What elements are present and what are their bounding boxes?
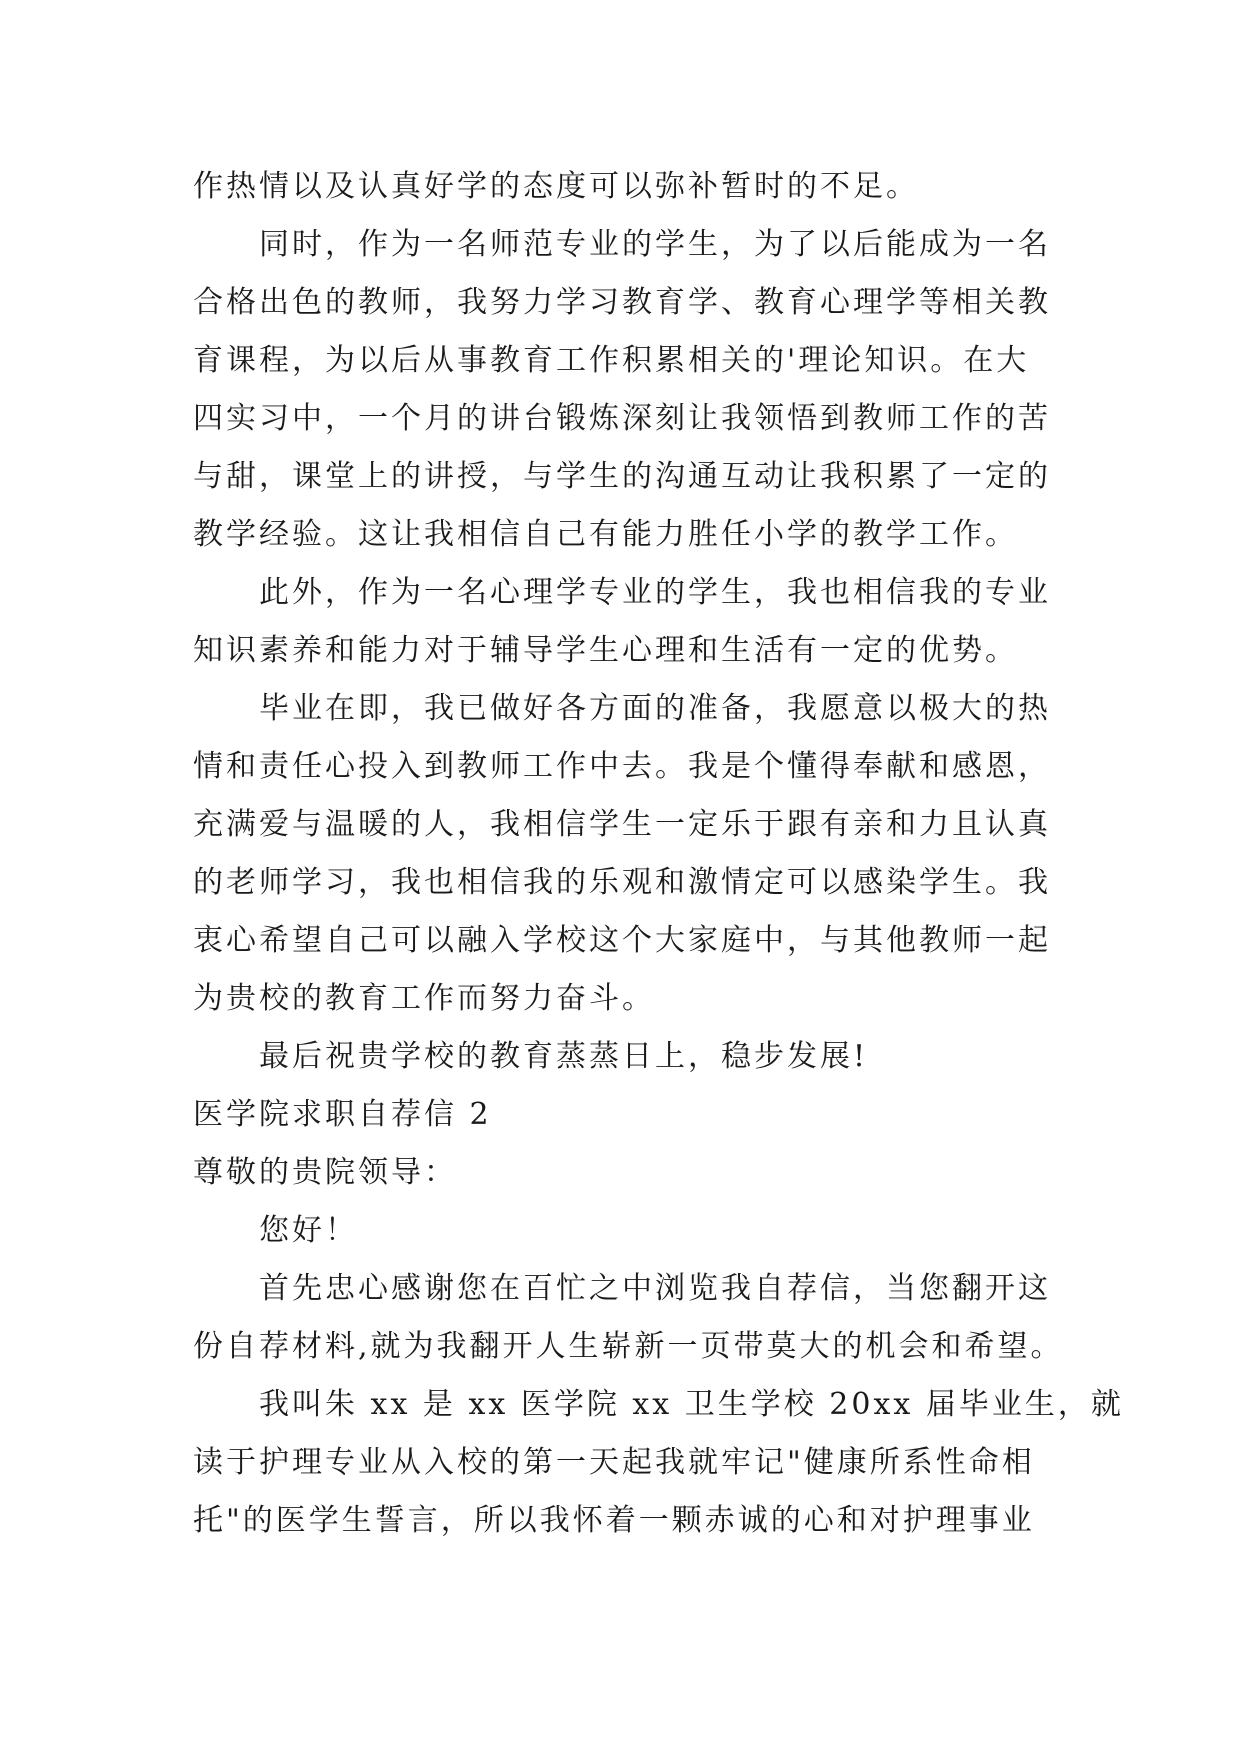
paragraph-line: 我叫朱 xx 是 xx 医学院 xx 卫生学校 20xx 届毕业生，就 bbox=[259, 1387, 1124, 1422]
paragraph-line: 衷心希望自己可以融入学校这个大家庭中，与其他教师一起 bbox=[193, 923, 1051, 958]
paragraph-line: 托"的医学生誓言，所以我怀着一颗赤诚的心和对护理事业 bbox=[193, 1503, 1035, 1538]
paragraph-line: 此外，作为一名心理学专业的学生，我也相信我的专业 bbox=[259, 575, 1051, 610]
paragraph-line: 毕业在即，我已做好各方面的准备，我愿意以极大的热 bbox=[259, 691, 1051, 726]
paragraph-line: 作热情以及认真好学的态度可以弥补暂时的不足。 bbox=[193, 169, 919, 204]
paragraph-line: 最后祝贵学校的教育蒸蒸日上，稳步发展! bbox=[259, 1039, 869, 1074]
paragraph-line: 四实习中，一个月的讲台锻炼深刻让我领悟到教师工作的苦 bbox=[193, 401, 1051, 436]
paragraph-line: 的老师学习，我也相信我的乐观和激情定可以感染学生。我 bbox=[193, 865, 1051, 900]
paragraph-line: 知识素养和能力对于辅导学生心理和生活有一定的优势。 bbox=[193, 633, 1018, 668]
paragraph-line: 教学经验。这让我相信自己有能力胜任小学的教学工作。 bbox=[193, 517, 1018, 552]
salutation: 尊敬的贵院领导： bbox=[193, 1155, 457, 1190]
paragraph-line: 同时，作为一名师范专业的学生，为了以后能成为一名 bbox=[259, 227, 1051, 262]
section-heading: 医学院求职自荐信 2 bbox=[193, 1097, 492, 1132]
paragraph-line: 合格出色的教师，我努力学习教育学、教育心理学等相关教 bbox=[193, 285, 1051, 320]
document-body bbox=[193, 158, 1124, 1550]
paragraph-line: 充满爱与温暖的人，我相信学生一定乐于跟有亲和力且认真 bbox=[193, 807, 1051, 842]
paragraph-line: 份自荐材料,就为我翻开人生崭新一页带莫大的机会和希望。 bbox=[193, 1329, 1064, 1364]
greeting: 您好！ bbox=[259, 1213, 358, 1248]
paragraph-line: 为贵校的教育工作而努力奋斗。 bbox=[193, 981, 655, 1016]
paragraph-line: 读于护理专业从入校的第一天起我就牢记"健康所系性命相 bbox=[193, 1445, 1035, 1480]
paragraph-line: 育课程，为以后从事教育工作积累相关的'理论知识。在大 bbox=[193, 343, 1030, 378]
paragraph-line: 首先忠心感谢您在百忙之中浏览我自荐信，当您翻开这 bbox=[259, 1271, 1051, 1306]
paragraph-line: 与甜，课堂上的讲授，与学生的沟通互动让我积累了一定的 bbox=[193, 459, 1051, 494]
paragraph-line: 情和责任心投入到教师工作中去。我是个懂得奉献和感恩， bbox=[193, 749, 1051, 784]
